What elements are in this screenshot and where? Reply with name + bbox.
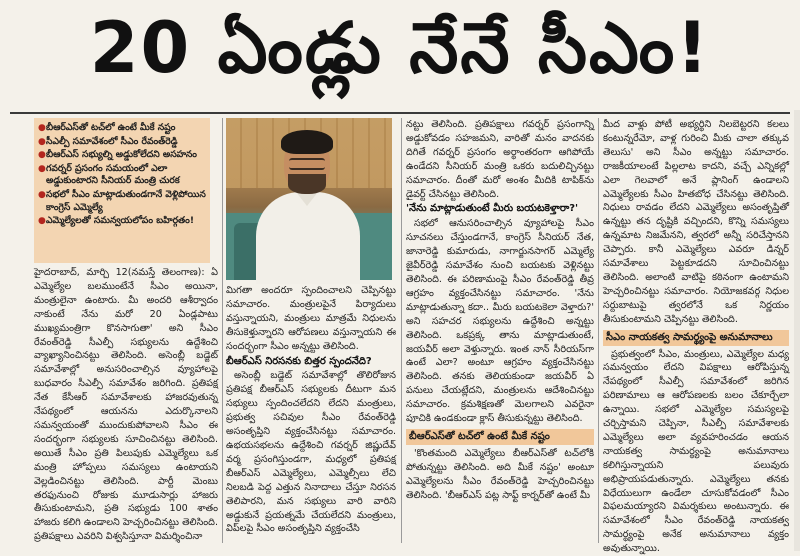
article-column-2 xyxy=(226,284,396,545)
column-divider xyxy=(598,118,599,543)
section-boxhead: బీఆర్‌ఎస్‌తో టచ్‌లో ఉంటే మీకే నష్టం xyxy=(406,429,594,445)
highlight-item xyxy=(38,215,206,228)
article-paragraph: అసెంబ్లీ బడ్జెట్ సమావేశాల్లో తొలిరోజున ప్రతిపక్ష బీఆర్‌ఎస్ సభ్యులకు దీటుగా మన సభ్యులు స్పందించలేదని లేదని మంత్రులు, ప్రభుత్వ సచివుల సీఎం రేవంత్‌రెడ్డి అసంతృప్తిని వ్యక్తంచేసినట్టు సమాచారం. ఉభయసభలను ఉద్దేశించి గవర్నర్ జిష్ణుదేవ్ వర్మ ప్రసంగిస్తుండగా, మధ్యలో ప్రతిపక్ష బీఆర్‌ఎస్ ఎమ్మెల్యేలు, ఎమ్మెల్సీలు లేచి నిలబడి పెద్ద ఎత్తున నినాదాలు చేస్తూ నిరసన తెలిపారని, మన సభ్యులు వారి వారిని అడ్డుకునే ప్రయత్నమే చేయలేదని మంత్రులు, విప్‌లపై సీఎం అసంతృప్తిని వ్యక్తంచేసి xyxy=(226,369,396,536)
bullet-icon: ● xyxy=(38,163,46,188)
article-column-1 xyxy=(34,266,218,545)
cm-photo xyxy=(226,118,392,280)
highlight-text: సభలో సీఎం మాట్లాడుతుండగానే వెళ్లిపోయిన కాంగ్రెస్ ఎమ్మెల్యే xyxy=(46,189,206,214)
bullet-icon: ● xyxy=(38,149,46,162)
highlight-item xyxy=(38,163,206,188)
page-edge xyxy=(794,110,800,551)
section-subhead: 'నేను మాట్లాడుతుంటే మీరు బయటకెళ్తారా?' xyxy=(406,202,594,216)
article-paragraph: హైదరాబాద్, మార్చి 12(నమస్తే తెలంగాణ): ఏ ఎమ్మెల్యేల బలముంటేనే సీఎం అయినా, మంత్రులైనా ఉంటారు. మీ అందరి ఆశీర్వాదం నాకుంటే నేను మరో 20 ఏండ్లపాటు ముఖ్యమంత్రిగా కొనసాగుతా' అని సీఎం రేవంత్‌రెడ్డి సీఎల్పీ సభ్యులను ఉద్దేశించి వ్యాఖ్యానించినట్టు తెలిసింది. అసెంబ్లీ బడ్జెట్ సమావేశాల్లో అనుసరించాల్సిన వ్యూహాలపై బుధవారం సీఎల్పీ సమావేశం జరిగింది. ప్రతిపక్ష నేత కేసీఆర్ సమావేశాలకు హాజరవుతున్న నేపథ్యంలో ఆయనను ఎదుర్కొనాలని సమన్వయంతో ముందుకుపోవాలని సీఎం ఈ సందర్భంగా సభ్యులకు సూచించినట్టు తెలిసింది. అయితే సీఎం ప్రతి పిలుపుకు ఎమ్మెల్యేలు ఒక మంత్రి హోప్పలు సమస్యలు ఉంటాయని వెల్లడించినట్టు తెలిసింది. పార్టీ మెంబు తరఫునుంచి రోజుకు మూడుసార్లు హాజరు తీసుకుంటామని, ప్రతి సభ్యుడు 100 శాతం హాజరు కలిగి ఉండాలని హెచ్చరించినట్టు తెలిసింది. ప్రతిపక్షాలు ఎవరిని విశ్వసిస్తూనా విమర్శించినా xyxy=(34,266,218,544)
headline-rule xyxy=(10,112,790,114)
bullet-icon: ● xyxy=(38,136,46,149)
bullet-icon: ● xyxy=(38,122,46,135)
bullet-icon: ● xyxy=(38,189,46,214)
highlight-text: బీఆర్‌ఎస్ సభ్యుల్ని అడ్డుకోలేదని అసహనం xyxy=(46,149,197,162)
photo-caption-text: మిగతా అందరూ స్పందించాలని చెప్పినట్టు సమాచారం. మంత్రులపైనే పిర్యాదులు వస్తున్నాయని, మంత్రులు మాత్రమే నిధులను తీసుకెళ్తున్నారని ఆరోపణలు వస్తున్నాయని ఈ సందర్భంగా సీఎం అన్నట్టు తెలిసింది. xyxy=(226,284,396,354)
highlight-item xyxy=(38,136,206,149)
highlight-text: గవర్నర్ ప్రసంగం సమయంలో ఎలా అడ్డుకుంటారని సీనియర్ మంత్రి చురక xyxy=(46,163,206,188)
article-paragraph: సభలో ఆనుసరించాల్సిన వ్యూహాలపై సీఎం సూచనలు చేస్తుండగానే, కాంగ్రెస్ సీనియర్ నేత, జానారెడ్డి కుమారుడు, నాగార్జునసాగర్ ఎమ్మెల్యే జైవీర్‌రెడ్డి సమావేశం నుంచి బయటకు వెళ్లినట్టు తెలిసింది. ఈ పరిణామంపై సీఎం రేవంత్‌రెడ్డి తీవ్ర ఆగ్రహం వ్యక్తంచేసినట్టు సమాచారం. 'నేను మాట్లాడుతున్నా కదా.. మీరు బయటకెలా వెళ్తారు?' అని సహచర సభ్యులను ఉద్దేశించి అన్నట్టు తెలిసింది. ఒకప్రక్క తాను మాట్లాడుతుంటే, జయవీర్ అలా వెళ్తున్నారు. ఇంత నాన్ సీరియస్‌గా ఉంటే ఎలా? అంటూ ఆగ్రహం వ్యక్తంచేసినట్టు తెలిసింది. తనకు తెలియకుండా జయవీర్ ఏ పనులు చేయట్లేదని, మంత్రులను ఆదేశించినట్టు సమాచారం. క్రమశిక్షణతో మెలగాలని ఎవరైనా పూచికి ఉండకుండా క్లాస్ తీసుకున్నట్టు తెలిసింది. xyxy=(406,217,594,426)
highlight-item xyxy=(38,189,206,214)
article-column-3 xyxy=(406,118,594,545)
highlight-text: బీఆర్‌ఎస్‌తో టచ్‌లో ఉంటే మీకే నష్టం xyxy=(46,122,175,135)
highlight-text: సీఎల్పీ సమావేశంలో సీఎం రేవంత్‌రెడ్డి xyxy=(46,136,178,149)
section-subhead: బీఆర్‌ఎస్ నిరసనకు బిత్తర స్పందనేది? xyxy=(226,355,396,369)
article-paragraph: మీద వాళ్లు పోటీ అభ్యర్థిని నిలబెట్టరని కలలు కంటున్నరేమో, వాళ్ల గురించి మీకు చాలా తక్కువ తెలుసు' అని సీఎం అన్నట్టు సమాచారం. రాజకీయాలంటే పిల్లలాట కాదని, వచ్చే ఎన్నికల్లో ఎలా గెలవాలో అనే ప్లానింగ్ ఉండాలని ఎమ్మెల్యేలకు సీఎం హితబోధ చేసినట్టు తెలిసింది. నిధులు రావడం లేదని ఎమ్మెల్యేలు అసంతృప్తితో ఉన్నట్టు తన దృష్టికి వచ్చిందని, కొన్ని సమస్యలు ఉన్నమాట నిజమేనని, త్వరలో అన్నీ సరిచేస్తానని చెప్పారు. కానీ ఎమ్మెల్యేలు ఎవరూ డిన్నర్ సమావేశాలు పెట్టకూడదని సూచించినట్టు తెలిసింది. అలాంటి వాటిపై కఠినంగా ఉంటామని హెచ్చరించినట్టు సమాచారం. నియోజకవర్గ నిధుల సర్దుబాటుపై త్వరలోనే ఒక నిర్ణయం తీసుకుంటామని చెప్పినట్టు తెలిసింది. xyxy=(603,118,789,327)
article-column-4 xyxy=(603,118,789,545)
highlight-text: ఎమ్మెల్యేలతో సమన్వయలోపం బహిర్గతం! xyxy=(46,215,194,228)
article-paragraph: నట్టు తెలిసింది. ప్రతిపక్షాలు గవర్నర్ ప్రసంగాన్ని అడ్డుకోవడం సహజమని, వారితో మనం వాదనకు దిగితే గవర్నర్ ప్రసంగం అర్థాంతరంగా ఆగిపోయే ఉండేదని సీనియర్ మంత్రి ఒకరు బదులిచ్చినట్టు సమాచారం. దీంతో మరో అంశం మీదికి టాపిక్‌ను డైవర్ట్ చేసినట్టు తెలిసింది. xyxy=(406,118,594,201)
highlights-box xyxy=(34,118,210,263)
column-divider xyxy=(401,118,402,543)
column-divider xyxy=(222,118,223,543)
bullet-icon: ● xyxy=(38,215,46,228)
highlight-item xyxy=(38,149,206,162)
article-paragraph: ప్రభుత్వంలో సీఎం, మంత్రులు, ఎమ్మెల్యేల మధ్య సమన్వయం లేదని విపక్షాలు ఆరోపిస్తున్న నేపథ్యంలో సీఎల్పీ సమావేశంలో జరిగిన పరిణామాలు ఆ ఆరోపణలకు బలం చేకూర్చేలా ఉన్నాయి. సభలో ఎమ్మెల్యేల సమస్యలపై చర్చిస్తామని చెప్పినా, సీఎల్పీ సమావేశాలకు ఎమ్మెల్యేలు అలా వ్యవహరించడం ఆయన నాయకత్వ సామర్థ్యంపై అనుమానాలు కలిగిస్తున్నాయని పలువురు అభిప్రాయపడుతున్నారు. ఎమ్మెల్యేలు తనకు విధేయులుగా ఉండేలా చూసుకోవడంలో సీఎం విఫలమయ్యారని విమర్శకులు అంటున్నారు. ఈ సమావేశంలో సీఎం రేవంత్‌రెడ్డి నాయకత్వ సామర్థ్యంపై అనేక అనుమానాలు వ్యక్తం అవుతున్నాయి. xyxy=(603,348,789,556)
highlight-item xyxy=(38,122,206,135)
article-paragraph: 'కొంతమంది ఎమ్మెల్యేలు బీఆర్‌ఎస్‌తో టచ్‌లోకి పోతున్నట్టు తెలిసింది. అది మీకే నష్టం' అంటూ ఎమ్మెల్యేలను సీఎం రేవంత్‌రెడ్డి హెచ్చరించినట్టు తెలిసింది. 'బీఆర్‌ఎస్ పట్ల సాఫ్ట్ కార్నర్‌తో ఉంటే మీ xyxy=(406,447,594,503)
section-boxhead: సీఎం నాయకత్వ సామర్థ్యంపై అనుమానాలు xyxy=(603,330,789,346)
headline: 20 ఏండ్లు నేనే సీఎం! xyxy=(10,0,790,112)
